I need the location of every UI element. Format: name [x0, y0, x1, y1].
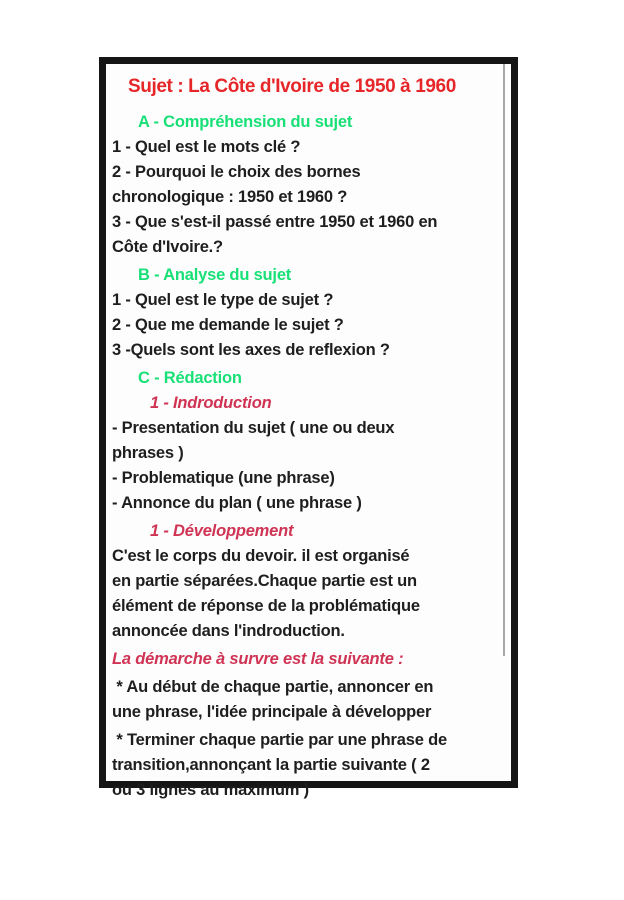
clipped-partial-line: ou 3 lignes au maximum ): [112, 781, 309, 799]
document-title: Sujet : La Côte d'Ivoire de 1950 à 1960: [128, 76, 456, 97]
section-c-heading: C - Rédaction: [138, 369, 242, 387]
introduction-bullet-2: - Problematique (une phrase): [112, 469, 335, 487]
introduction-subheading: 1 - Indroduction: [150, 394, 272, 412]
section-a-question-2-continuation: chronologique : 1950 et 1960 ?: [112, 188, 348, 206]
introduction-bullet-3: - Annonce du plan ( une phrase ): [112, 494, 362, 512]
section-b-question-2: 2 - Que me demande le sujet ?: [112, 316, 344, 334]
developpement-paragraph-line-1: C'est le corps du devoir. il est organisé: [112, 547, 410, 565]
developpement-paragraph-line-4: annoncée dans l'indroduction.: [112, 622, 345, 640]
section-a-question-2: 2 - Pourquoi le choix des bornes: [112, 163, 361, 181]
section-a-question-1: 1 - Quel est le mots clé ?: [112, 138, 301, 156]
introduction-bullet-1-continuation: phrases ): [112, 444, 184, 462]
section-a-question-3-continuation: Côte d'Ivoire.?: [112, 238, 223, 256]
document-frame: [99, 57, 518, 799]
developpement-paragraph-line-3: élément de réponse de la problématique: [112, 597, 420, 615]
section-a-question-3: 3 - Que s'est-il passé entre 1950 et 1960 en: [112, 213, 438, 231]
demarche-bullet-2: * Terminer chaque partie par une phrase de: [112, 731, 447, 749]
demarche-bullet-1: * Au début de chaque partie, annoncer en: [112, 678, 434, 696]
section-b-question-3: 3 -Quels sont les axes de reflexion ?: [112, 341, 390, 359]
demarche-bullet-2-continuation: transition,annonçant la partie suivante ( 2: [112, 756, 430, 774]
developpement-subheading: 1 - Développement: [150, 522, 294, 540]
section-b-question-1: 1 - Quel est le type de sujet ?: [112, 291, 334, 309]
demarche-subheading: La démarche à survre est la suivante :: [112, 650, 404, 668]
section-a-heading: A - Compréhension du sujet: [138, 113, 353, 131]
developpement-paragraph-line-2: en partie séparées.Chaque partie est un: [112, 572, 417, 590]
scrollbar-thumb[interactable]: [503, 64, 505, 656]
introduction-bullet-1: - Presentation du sujet ( une ou deux: [112, 419, 395, 437]
demarche-bullet-1-continuation: une phrase, l'idée principale à développer: [112, 703, 432, 721]
document-content: [106, 64, 511, 803]
section-b-heading: B - Analyse du sujet: [138, 266, 292, 284]
